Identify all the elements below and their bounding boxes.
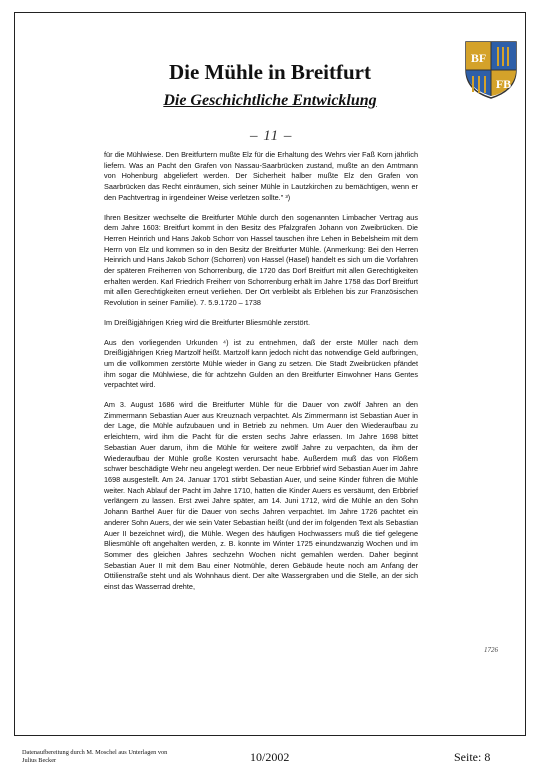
paragraph: für die Mühlwiese. Den Breitfurtern mußte Elz für die Erhaltung des Wehrs vier Faß Korn jährlich liefern. Was an Pacht den Grafen von Nassau-Saarbrücken zustand, mußte an den Amtmann von Hohenburg abgeliefert werden. Der Sicherheit halber mußte Elz den Grafen von Saarbrücken das Recht einräumen, sich seiner Mühle in Lautzkirchen zu bemächtigen, wenn er den Pachtvertrag in irgendeiner Weise verletzen sollte." ³) bbox=[104, 150, 418, 202]
footer-page-number: Seite: 8 bbox=[454, 750, 491, 764]
paragraph: Aus den vorliegenden Urkunden ⁴) ist zu entnehmen, daß der erste Müller nach dem Dreißigjährigen Krieg Martzolf heißt. Martzolf kann jedoch nicht das notwendige Geld aufbringen, um die vollkommen zerstörte Mühle wieder in Gang zu setzen. Die Stadt Zweibrücken pfändet ihm sogar die Mühlwiese, die für achtzehn Gulden an den Breitfurter Einwohner Hans Gentes verpachtet wird. bbox=[104, 337, 418, 390]
coat-of-arms-logo bbox=[462, 38, 520, 100]
page-title: Die Mühle in Breitfurt bbox=[168, 60, 371, 84]
footer-date: 10/2002 bbox=[250, 750, 290, 764]
document-body bbox=[104, 150, 418, 602]
handwritten-page-mark: – 11 – bbox=[250, 128, 293, 144]
margin-note: 1726 bbox=[484, 646, 498, 654]
paragraph: Ihren Besitzer wechselte die Breitfurter Mühle durch den sogenannten Limbacher Vertrag aus dem Jahre 1603: Breitfurt kommt in den Besitz des Pfalzgrafen Johann von Zweibrücken. Die Herren Heinrich und Hans Jakob Schorr von Hassel tauschen ihre Lehen in Bebelsheim mit dem Herrn von Elz und kommen so in den Besitz der Breitfurter Mühle. (Anmerkung: Bei den Herren Heinrich und Hans Jakob Schorr (Schorren) von Hassel (Hasel) handelt es sich um die Vorfahren der späteren Freiherren von Schorrenburg, die 1720 das Dorf Breitfurt mit allen Gerechtigkeiten erhalten werden. Karl Friedrich Freiherr von Schorrenburg erhält im Jahre 1758 das Dorf Breitfurt mit allen Gerechtigkeiten erneut verliehen. Der Ort verbleibt als Erblehen bis zur Französischen Revolution in seiner Familie). 7. 5.9.1720 – 1738 bbox=[104, 212, 418, 308]
paragraph: Am 3. August 1686 wird die Breitfurter Mühle für die Dauer von zwölf Jahren an den Zimmermann Sebastian Auer aus Kreuznach verpachtet. Als Zimmermann ist Sebastian Auer in der Lage, die Mühle aufzubauen und in Betrieb zu nehmen. Um Auer den Wiederaufbau zu erleichtern, wird ihm die Pacht für die ersten sechs Jahre erlassen. Im Jahre 1698 bittet Sebastian Auer darum, ihm die Mühle für weitere zwölf Jahre zu verpachten, da ihm der Wiederaufbau der Mühle große Kosten verursacht habe. Außerdem muß das von Flößern schwer beschädigte Wehr neu angelegt werden. Der neue Erbbrief wird Sebastian Auer im Jahre 1698 ausgestellt. Am 24. Januar 1701 stirbt Sebastian Auer, und seine Kinder führen die Mühle weiter. Nach Ablauf der Pacht im Jahre 1710, hatten die Kinder Auers es versäumt, den Erbbrief verlängern zu lassen. Erst zwei Jahre später, am 14. Juni 1712, wird die Mühle an den Sohn Johann Barthel Auer für die Dauer von sechs Jahren verpachtet. Im Jahre 1726 pachtet ein anderer Sohn Auers, der wie sein Vater Sebastian heißt (und der im folgenden Text als Sebastian Auer II bezeichnet wird), die Mühle. Wegen des häufigen Hochwassers muß die tief gelegene Bliesmühle oft angehalten werden, z. B. konnte im Winter 1725 einundzwanzig Wochen und im Sommer des gleichen Jahres sechzehn Wochen nicht gemahlen werden. Daher beginnt Sebastian Auer II mit dem Bau einer Notmühle, deren Gebäude heute noch am Anfang der Ottilienstraße steht und als Wohnhaus dient. Der alte Wassergraben und die Stelle, an der sich einst das Wasserrad drehte, bbox=[104, 400, 418, 592]
paragraph: Im Dreißigjährigen Krieg wird die Breitfurter Bliesmühle zerstört. bbox=[104, 317, 311, 327]
page-subtitle: Die Geschichtliche Entwicklung bbox=[163, 92, 377, 109]
footer-credit bbox=[22, 749, 242, 765]
footer-credit-line: Datenaufbereitung durch M. Moschel aus Unterlagen von bbox=[22, 749, 168, 756]
crest-letters-fb: FB bbox=[495, 77, 512, 91]
footer-credit-line: Julius Becker bbox=[22, 757, 57, 764]
crest-letters-bf: BF bbox=[470, 51, 487, 65]
